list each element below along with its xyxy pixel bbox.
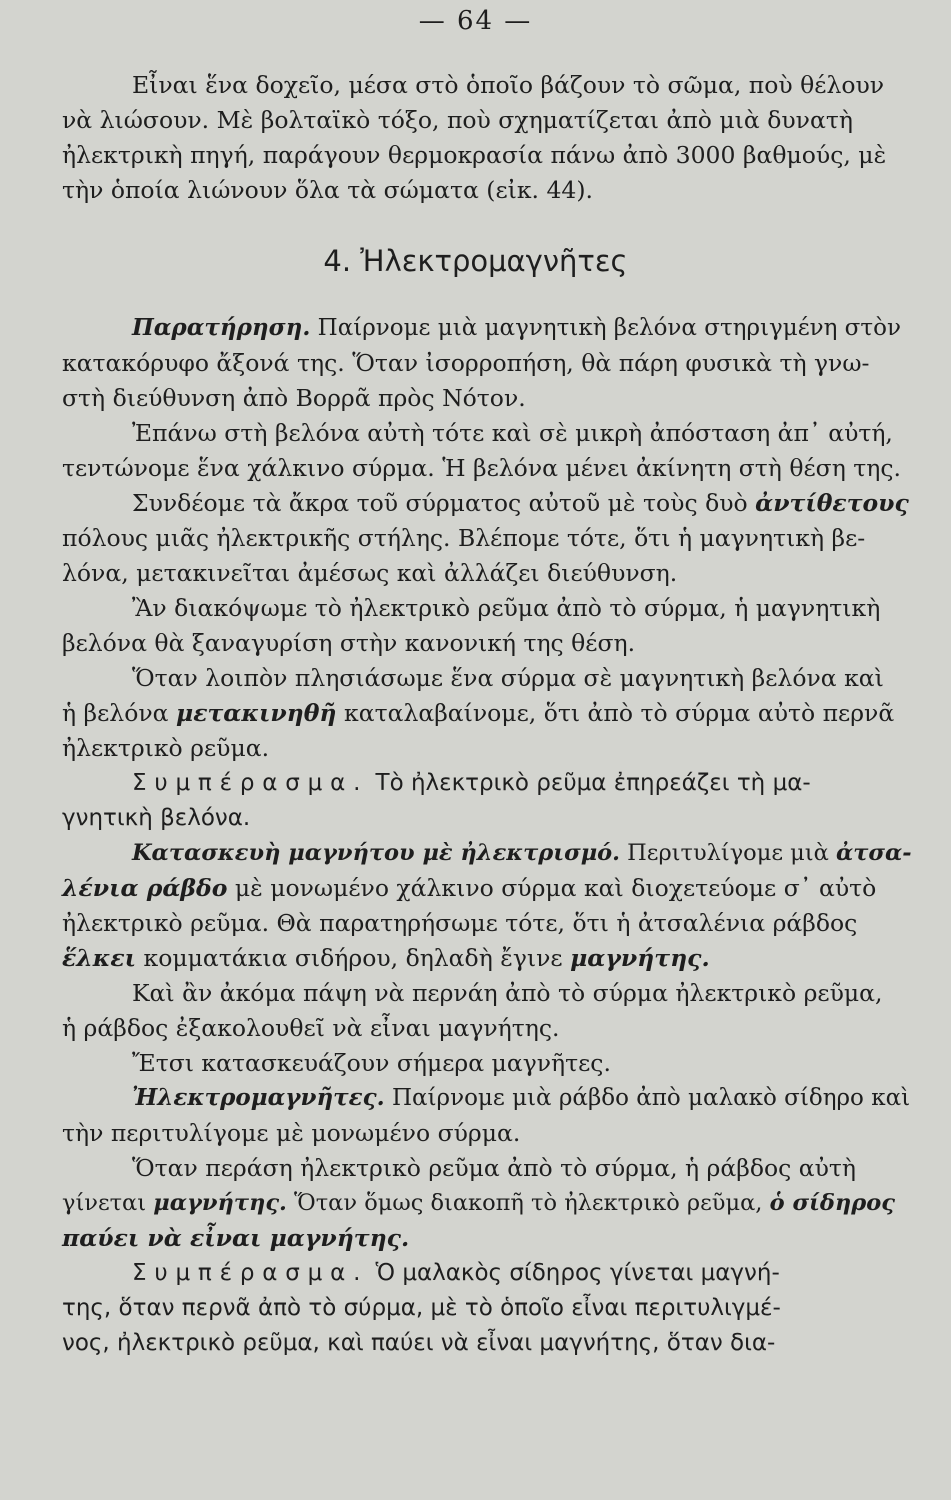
- text-span: κομματάκια σιδήρου, δηλαδὴ ἔγινε: [143, 944, 563, 972]
- text-line: [132, 486, 912, 520]
- text-line: στὴ διεύθυνση ἀπὸ Βορρᾶ πρὸς Νότον.: [62, 384, 526, 412]
- text-line: [132, 1256, 912, 1290]
- text-line: [132, 836, 912, 870]
- text-line: βελόνα θὰ ξαναγυρίση στὴν κανονική της θέση.: [62, 629, 636, 657]
- text-line: τὴν ὁποία λιώνουν ὅλα τὰ σώματα (εἰκ. 44).: [62, 176, 594, 204]
- text-line: [62, 871, 912, 905]
- emphasis-text: ἕλκει: [62, 944, 137, 972]
- inline-label: Κατασκευὴ μαγνήτου μὲ ἠλεκτρισμό.: [132, 840, 621, 866]
- text-span: Τὸ ἠλεκτρικὸ ρεῦμα ἐπηρεάζει τὴ μα-: [375, 770, 811, 796]
- emphasis-text: παύει νὰ εἶναι μαγνήτης.: [62, 1224, 410, 1252]
- emphasis-text: λένια ράβδο: [62, 874, 228, 902]
- text-line: [62, 1186, 912, 1220]
- text-line: πόλους μιᾶς ἠλεκτρικῆς στήλης. Βλέπομε τότε, ὅτι ἡ μαγνητικὴ βε-: [62, 524, 866, 552]
- text-line: νος, ἠλεκτρικὸ ρεῦμα, καὶ παύει νὰ εἶναι μαγνήτης, ὅταν δια-: [62, 1330, 776, 1356]
- emphasis-text: μαγνήτης.: [153, 1190, 287, 1216]
- emphasis-text: μαγνήτης.: [570, 944, 710, 972]
- emphasis-text: ἀντίθετους: [755, 489, 909, 517]
- text-line: ἡ ράβδος ἐξακολουθεῖ νὰ εἶναι μαγνήτης.: [62, 1014, 560, 1042]
- text-line: της, ὅταν περνᾶ ἀπὸ τὸ σύρμα, μὲ τὸ ὁποῖο εἶναι περιτυλιγμέ-: [62, 1295, 781, 1321]
- emphasis-text: ἀτσα-: [835, 840, 912, 866]
- emphasis-text: μετακινηθῆ: [176, 699, 337, 727]
- inline-label: Συμπέρασμα.: [132, 1260, 369, 1286]
- text-line: ἠλεκτρικὴ πηγή, παράγουν θερμοκρασία πάνω ἀπὸ 3000 βαθμούς, μὲ: [62, 141, 887, 169]
- text-span: Παίρνομε μιὰ μαγνητικὴ βελόνα στηριγμένη στὸν: [317, 315, 901, 341]
- text-line: [62, 696, 912, 730]
- text-span: γίνεται: [62, 1190, 147, 1216]
- text-line: Εἶναι ἕνα δοχεῖο, μέσα στὸ ὁποῖο βάζουν τὸ σῶμα, ποὺ θέλουν: [132, 71, 885, 99]
- inline-label: Ἠλεκτρομαγνῆτες.: [132, 1084, 385, 1111]
- page-number: — 64 —: [418, 6, 533, 36]
- text-line: τὴν περιτυλίγομε μὲ μονωμένο σύρμα.: [62, 1119, 521, 1147]
- text-span: Περιτυλίγομε μιὰ: [627, 840, 829, 866]
- section-heading: 4. Ἠλεκτρομαγνῆτες: [323, 244, 628, 278]
- text-line: Ἐπάνω στὴ βελόνα αὐτὴ τότε καὶ σὲ μικρὴ ἀπόσταση ἀπ᾿ αὐτή,: [132, 419, 893, 447]
- text-line: [132, 311, 912, 345]
- text-span: Συνδέομε τὰ ἄκρα τοῦ σύρματος αὐτοῦ μὲ τοὺς δυὸ: [132, 489, 748, 517]
- emphasis-text: ὁ σίδηρος: [769, 1190, 895, 1216]
- text-line: [62, 1221, 912, 1255]
- text-line: [62, 941, 912, 975]
- text-span: Ὅταν ὅμως διακοπῆ τὸ ἠλεκτρικὸ ρεῦμα,: [294, 1190, 763, 1216]
- text-line: Ὅταν λοιπὸν πλησιάσωμε ἕνα σύρμα σὲ μαγνητικὴ βελόνα καὶ: [132, 664, 884, 692]
- inline-label: Παρατήρηση.: [132, 314, 311, 341]
- text-line: λόνα, μετακινεῖται ἀμέσως καὶ ἀλλάζει διεύθυνση.: [62, 559, 678, 587]
- inline-label: Συμπέρασμα.: [132, 770, 369, 796]
- text-line: τεντώνομε ἕνα χάλκινο σύρμα. Ἡ βελόνα μένει ἀκίνητη στὴ θέση της.: [62, 454, 901, 482]
- text-line: κατακόρυφο ἄξονά της. Ὅταν ἰσορροπήση, θὰ πάρη φυσικὰ τὴ γνω-: [62, 349, 870, 377]
- text-line: [132, 1081, 912, 1115]
- text-span: Ὁ μαλακὸς σίδηρος γίνεται μαγνή-: [375, 1260, 780, 1286]
- text-span: καταλαβαίνομε, ὅτι ἀπὸ τὸ σύρμα αὐτὸ περνᾶ: [344, 699, 895, 727]
- text-line: ἠλεκτρικὸ ρεῦμα. Θὰ παρατηρήσωμε τότε, ὅτι ἡ ἀτσαλένια ράβδος: [62, 909, 858, 937]
- text-line: Καὶ ἂν ἀκόμα πάψη νὰ περνάη ἀπὸ τὸ σύρμα ἠλεκτρικὸ ρεῦμα,: [132, 979, 883, 1007]
- text-line: [132, 766, 912, 800]
- text-span: ἡ βελόνα: [62, 699, 169, 727]
- text-line: Ἂν διακόψωμε τὸ ἠλεκτρικὸ ρεῦμα ἀπὸ τὸ σύρμα, ἡ μαγνητικὴ: [132, 594, 881, 622]
- text-line: νὰ λιώσουν. Μὲ βολταϊκὸ τόξο, ποὺ σχηματίζεται ἀπὸ μιὰ δυνατὴ: [62, 106, 853, 134]
- text-line: Ὅταν περάση ἠλεκτρικὸ ρεῦμα ἀπὸ τὸ σύρμα, ἡ ράβδος αὐτὴ: [132, 1154, 856, 1182]
- text-line: γνητικὴ βελόνα.: [62, 805, 251, 831]
- text-span: Παίρνομε μιὰ ράβδο ἀπὸ μαλακὸ σίδηρο καὶ: [391, 1085, 911, 1111]
- text-span: μὲ μονωμένο χάλκινο σύρμα καὶ διοχετεύομε σ᾿ αὐτὸ: [234, 874, 877, 902]
- text-line: Ἔτσι κατασκευάζουν σήμερα μαγνῆτες.: [132, 1049, 611, 1077]
- text-line: ἠλεκτρικὸ ρεῦμα.: [62, 734, 270, 762]
